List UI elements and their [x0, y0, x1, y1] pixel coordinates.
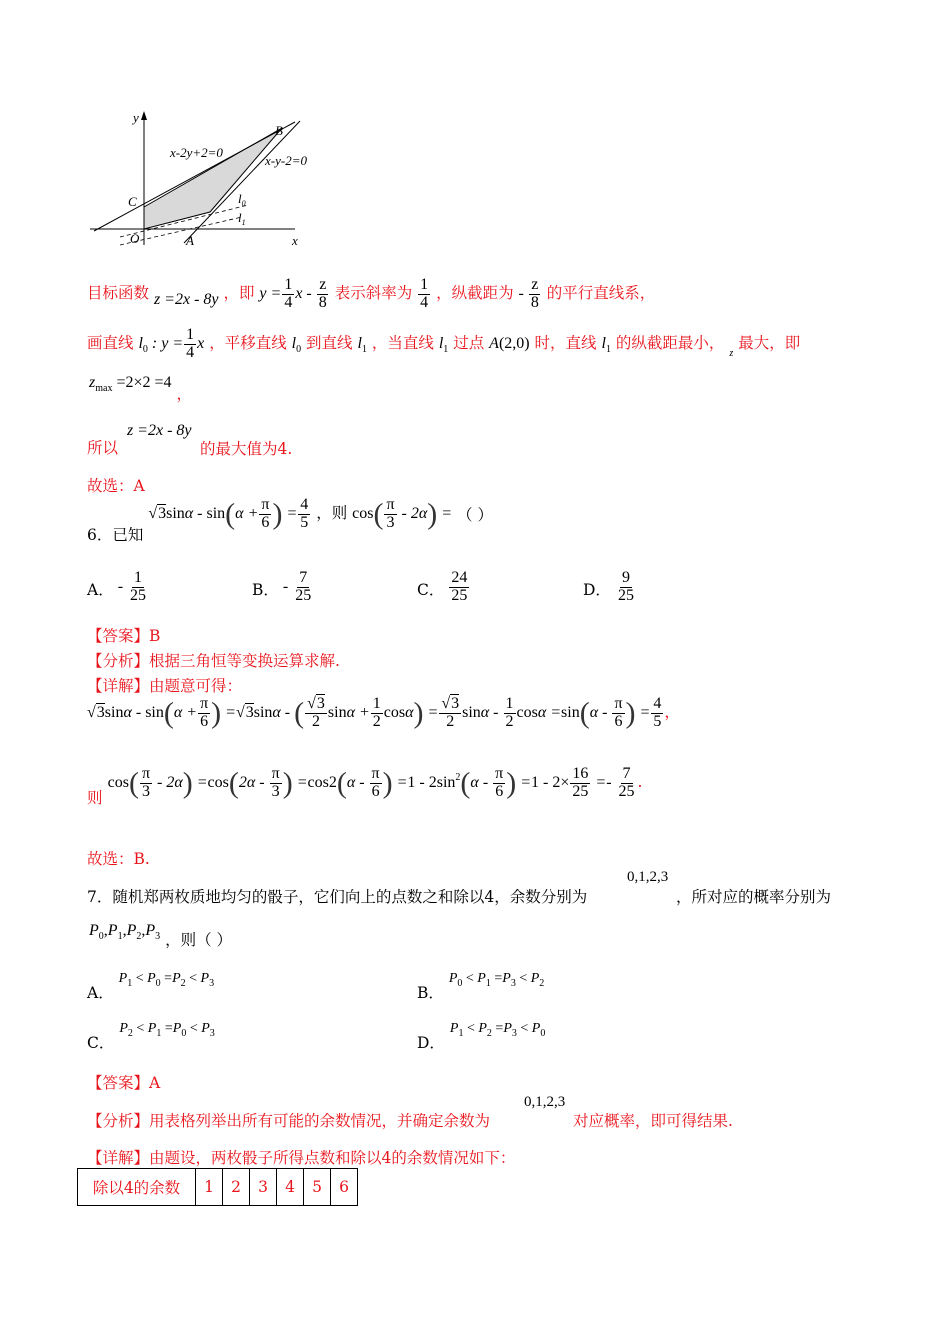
q6-analysis: 【分析】根据三角恒等变换运算求解. — [87, 652, 340, 670]
sol5-line2: 画直线 $l_0$ : y = $\frac{1}{4}$ x ，平移直线 $l_0$ 到直线 $l_1$ ，当直线 $l_1$ 过点 A(2,0) 时，直线 $l_1$ 的纵截距最小， $_z$ 最大，即 — [87, 326, 801, 361]
q7-analysis-remainders: 0,1,2,3 — [524, 1094, 566, 1110]
q7-analysis: 【分析】用表格列举出所有可能的余数情况，并确定余数为 — [87, 1112, 491, 1130]
q6-option-c: C． $\frac{24}{25}$ — [417, 569, 468, 604]
label-a: A — [186, 233, 194, 248]
q7-option-a: A． $P_1 < P_0 =P_2 < P_3$ — [87, 971, 215, 1002]
q6-option-b: B． - $\frac{7}{25}$ — [252, 569, 312, 604]
label-x: x — [292, 233, 298, 248]
q7-option-d: D． $P_1 < P_2 =P_3 < P_0$ — [417, 1021, 546, 1052]
sol5-line1: 目标函数 z =2x - 8y ，即 y = $\frac{1}{4}$ x - $\frac{z}{8}$ 表示斜率为 $\frac{1}{4}$ ，纵截距为 - $\frac{z}{8}$ 的平行直线系， — [87, 276, 656, 311]
q6-answer: 【答案】B — [87, 627, 161, 645]
table-cell: 2 — [223, 1169, 250, 1206]
label-b: B — [275, 123, 283, 138]
table-cell: 4 — [277, 1169, 304, 1206]
sol5-line4: 所以 z =2x - 8y — [87, 422, 192, 457]
table-cell: 1 — [196, 1169, 223, 1206]
q7-stem: 7．随机郑两枚质地均匀的骰子，它们向上的点数之和除以4，余数分别为 — [87, 888, 588, 906]
q7-detail: 【详解】由题设，两枚骰子所得点数和除以4的余数情况如下： — [87, 1149, 516, 1167]
q7-analysis-b: 对应概率，即可得结果. — [573, 1112, 733, 1130]
q6-detail: 【详解】由题意可得： — [87, 677, 243, 695]
remainder-table — [77, 1168, 358, 1206]
sol5-answer: 故选：A — [87, 477, 145, 495]
shaded-region — [144, 128, 282, 229]
q6-derivation-2: 则 cos( $\frac{\pi}{3}$ - 2α) =cos(2α - $\frac{\pi}{3}$ ) =cos2(α - $\frac{\pi}{6}$ ) $=1 - 2\sin^2(\alpha$ - $\frac{\pi}{6}$ ) =1 - 2× $\frac{16}{25}$ =- $\frac{7}{25}$ . — [87, 765, 643, 807]
table-cell: 除以4的余数 — [78, 1169, 196, 1206]
feasible-region-figure — [80, 105, 340, 250]
table-cell: 3 — [250, 1169, 277, 1206]
sol5-line3: $z_{max} =2\times 2 =4$ ， — [89, 374, 192, 403]
label-y: y — [133, 110, 139, 125]
label-line1: x-2y+2=0 — [170, 145, 223, 160]
label-line2: x-y-2=0 — [265, 153, 307, 168]
q7-stem-b: ，所对应的概率分别为 — [676, 888, 832, 906]
label-l0: $l_0$ — [238, 191, 246, 208]
q6-stem: 6．已知 √3sinα - sin(α + $\frac{\pi}{6}$ ) = $\frac{4}{5}$ ，则 cos( $\frac{\pi}{3}$ - 2α) = （ ） — [87, 496, 493, 544]
table-row — [78, 1169, 358, 1206]
label-o: O — [130, 231, 140, 246]
sol5-line4-b: 的最大值为4. — [200, 440, 293, 458]
q7-option-c: C． $P_2 < P_1 =P_0 < P_3$ — [87, 1021, 215, 1052]
label-c: C — [128, 194, 137, 209]
q6-derivation-1: √3sinα - sin(α + $\frac{\pi}{6}$ ) =√3sinα - ( $\frac{√3}{2}$ sinα + $\frac{1}{2}$ cosα) = $\frac{√3}{2}$ sinα - $\frac{1}{2}$ cosα =sin(α - $\frac{\pi}{6}$ ) = $\frac{4}{5}$ ， — [87, 695, 680, 730]
label-l1: $l_1$ — [238, 210, 246, 227]
q6-option-d: D． $\frac{9}{25}$ — [583, 569, 634, 604]
q6-option-a: A． - $\frac{1}{25}$ — [87, 569, 147, 604]
q7-option-b: B． $P_0 < P_1 =P_3 < P_2$ — [417, 971, 545, 1002]
table-cell: 5 — [304, 1169, 331, 1206]
q7-answer: 【答案】A — [87, 1074, 161, 1092]
table-cell: 6 — [331, 1169, 358, 1206]
q7-remainders: 0,1,2,3 — [627, 869, 669, 885]
y-axis-arrow — [141, 111, 147, 120]
q7-stem-2: $P_0,P_1,P_2,P_3$ ，则（ ） — [89, 922, 232, 949]
q6-final: 故选：B. — [87, 850, 150, 868]
